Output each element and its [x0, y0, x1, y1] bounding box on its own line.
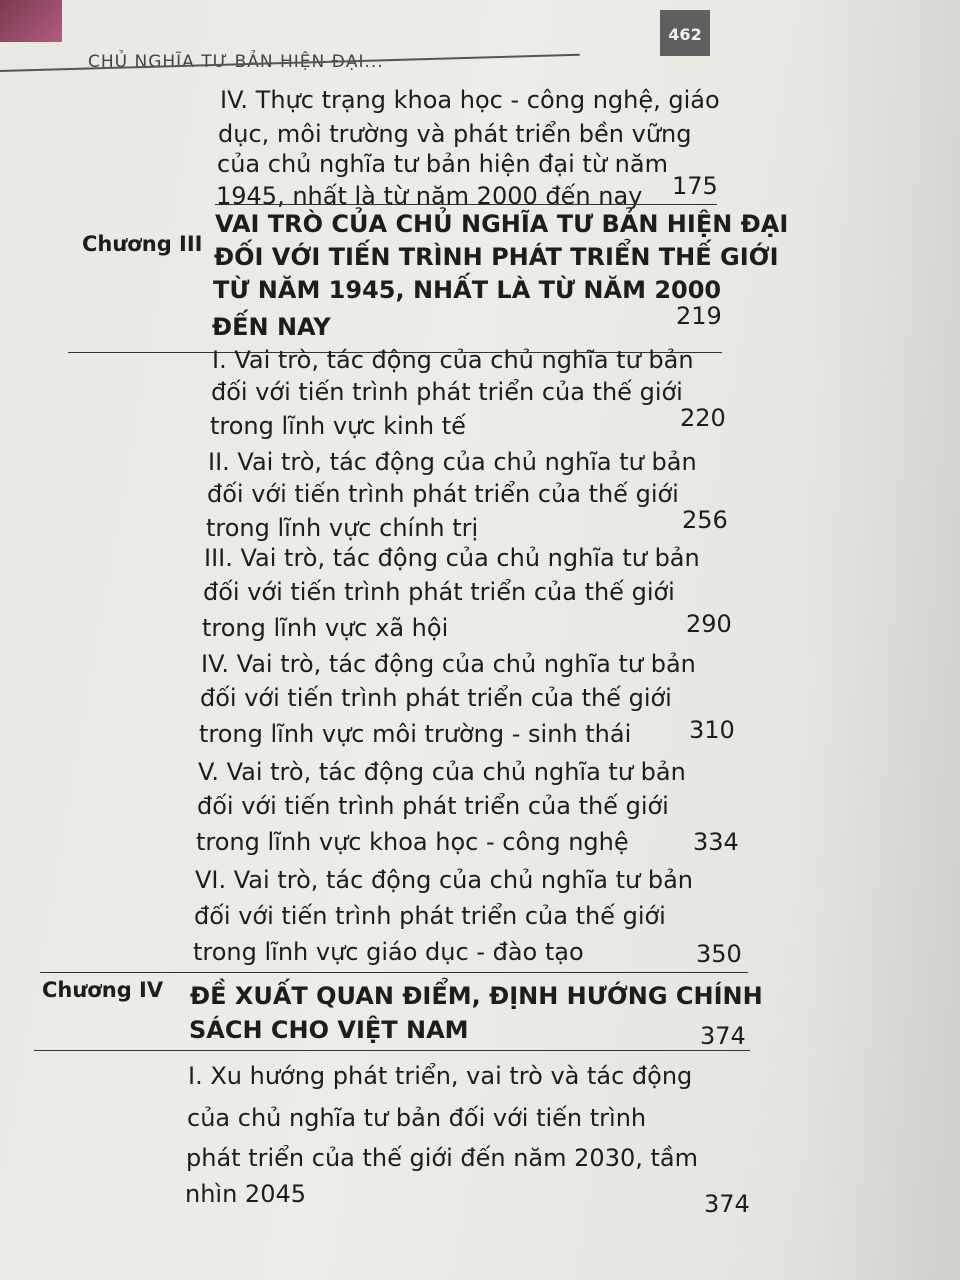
- toc-page-number: 256: [682, 506, 728, 534]
- toc-line: trong lĩnh vực xã hội: [202, 614, 449, 642]
- chapter-rule: [34, 1050, 750, 1051]
- chapter-title-line: ĐẾN NAY: [212, 313, 331, 341]
- toc-line: I. Vai trò, tác động của chủ nghĩa tư bản: [212, 346, 694, 374]
- toc-line: của chủ nghĩa tư bản hiện đại từ năm: [217, 150, 668, 178]
- toc-line: của chủ nghĩa tư bản đối với tiến trình: [187, 1104, 647, 1132]
- toc-line: nhìn 2045: [185, 1180, 307, 1208]
- chapter-rule: [40, 972, 748, 973]
- toc-page-number: 374: [700, 1022, 746, 1050]
- chapter-title-line: TỪ NĂM 1945, NHẤT LÀ TỪ NĂM 2000: [213, 276, 722, 304]
- running-title: CHỦ NGHĨA TƯ BẢN HIỆN ĐẠI...: [88, 52, 384, 72]
- toc-line: đối với tiến trình phát triển của thế giới: [207, 480, 679, 508]
- toc-line: đối với tiến trình phát triển của thế giới: [203, 578, 675, 606]
- toc-page-number: 220: [680, 404, 726, 432]
- toc-line: trong lĩnh vực kinh tế: [210, 412, 466, 440]
- chapter-title-line: SÁCH CHO VIỆT NAM: [189, 1016, 469, 1044]
- toc-page-number: 290: [686, 610, 732, 638]
- chapter-label: Chương IV: [42, 978, 164, 1002]
- chapter-title-line: ĐỐI VỚI TIẾN TRÌNH PHÁT TRIỂN THẾ GIỚI: [214, 243, 779, 271]
- toc-line: trong lĩnh vực chính trị: [206, 514, 479, 542]
- toc-line: trong lĩnh vực môi trường - sinh thái: [199, 720, 632, 748]
- cover-corner: [0, 0, 62, 42]
- toc-page-number: 334: [693, 828, 739, 856]
- toc-line: II. Vai trò, tác động của chủ nghĩa tư bản: [208, 448, 697, 476]
- entry-rule: [215, 204, 717, 205]
- toc-page-number: 350: [696, 940, 742, 968]
- toc-line: trong lĩnh vực giáo dục - đào tạo: [193, 938, 584, 966]
- chapter-title-line: ĐỀ XUẤT QUAN ĐIỂM, ĐỊNH HƯỚNG CHÍNH: [190, 982, 763, 1010]
- toc-line: V. Vai trò, tác động của chủ nghĩa tư bản: [198, 758, 686, 786]
- page-number: 462: [660, 10, 710, 56]
- toc-line: đối với tiến trình phát triển của thế giới: [197, 792, 669, 820]
- toc-page-number: 374: [704, 1190, 750, 1218]
- toc-line: VI. Vai trò, tác động của chủ nghĩa tư bản: [195, 866, 693, 894]
- toc-line: III. Vai trò, tác động của chủ nghĩa tư bản: [204, 544, 700, 572]
- toc-line: 1945, nhất là từ năm 2000 đến nay: [216, 182, 643, 210]
- toc-line: dục, môi trường và phát triển bền vững: [218, 120, 692, 148]
- toc-line: đối với tiến trình phát triển của thế giới: [211, 378, 683, 406]
- page-shadow: [800, 0, 960, 1280]
- toc-line: I. Xu hướng phát triển, vai trò và tác động: [188, 1062, 693, 1090]
- toc-line: IV. Thực trạng khoa học - công nghệ, giáo: [220, 86, 720, 114]
- toc-line: phát triển của thế giới đến năm 2030, tầm: [186, 1144, 698, 1172]
- toc-line: đối với tiến trình phát triển của thế giới: [200, 684, 672, 712]
- chapter-label: Chương III: [82, 232, 203, 256]
- toc-page-number: 219: [676, 302, 722, 330]
- toc-line: đối với tiến trình phát triển của thế giới: [194, 902, 666, 930]
- toc-page-number: 175: [672, 172, 718, 200]
- toc-line: trong lĩnh vực khoa học - công nghệ: [196, 828, 629, 856]
- toc-line: IV. Vai trò, tác động của chủ nghĩa tư bản: [201, 650, 696, 678]
- chapter-title-line: VAI TRÒ CỦA CHỦ NGHĨA TƯ BẢN HIỆN ĐẠI: [215, 210, 789, 238]
- toc-page-number: 310: [689, 716, 735, 744]
